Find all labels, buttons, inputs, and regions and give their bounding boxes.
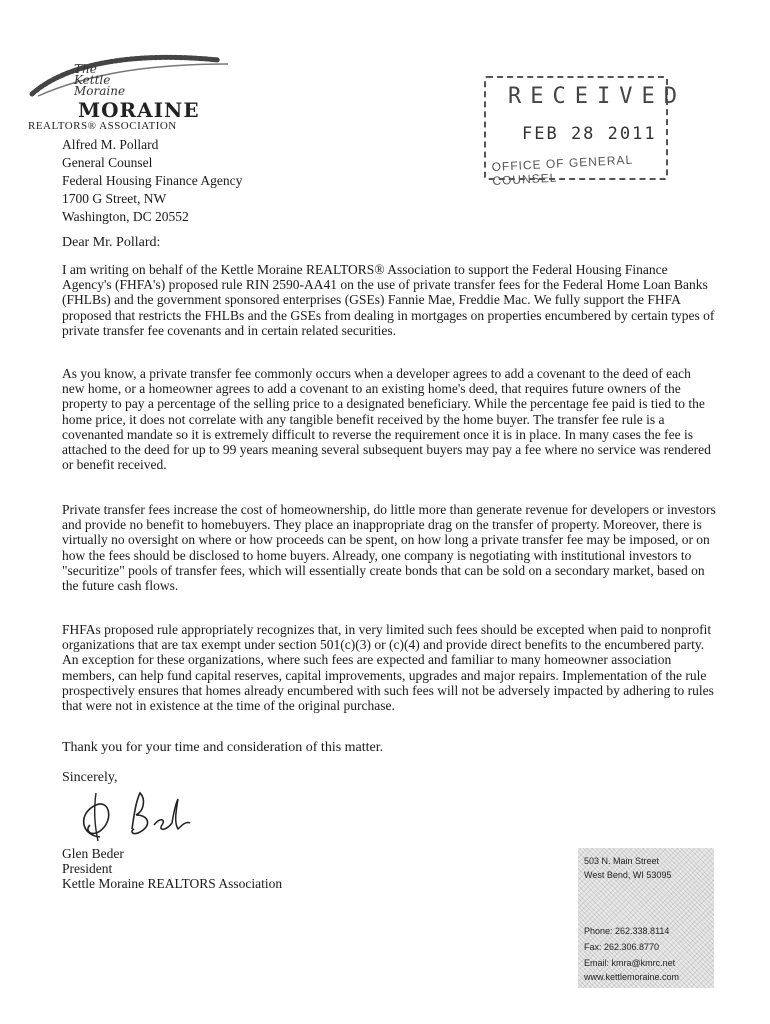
contact-website: www.kettlemoraine.com <box>584 972 680 982</box>
logo-big-text: MORAINE <box>78 98 200 122</box>
stamp-office: OFFICE OF GENERAL COUNSEL <box>491 152 634 188</box>
signer-name: Glen Beder <box>62 846 124 861</box>
body-paragraph-4: FHFAs proposed rule appropriately recognizes that, in very limited such fees should be excepted when paid to nonprofit organizations that are tax exempt under section 501(c)(3) or (c)(4) and provide direct benefits to the encumbered party. An exception for these organizations, where such fees are expected and familiar to many homeowner association members, can help fund capital reserves, capital improvements, upgrades and major repairs. Implementation of the rule prospectively ensures that homes already encumbered with such fees will not be adversely impacted by adhering to rules that were not in existence at the time of the original purchase. <box>62 622 714 714</box>
contact-email: Email: kmra@kmrc.net <box>584 958 676 968</box>
contact-phone: Phone: 262.338.8114 <box>584 926 670 936</box>
received-stamp <box>478 72 686 190</box>
signer-block <box>62 846 282 891</box>
address-line: Alfred M. Pollard <box>62 137 159 152</box>
stamp-title: RECEIVED <box>508 84 686 109</box>
association-logo <box>28 54 258 134</box>
address-line: Federal Housing Finance Agency <box>62 173 243 188</box>
contact-info-block <box>578 848 714 988</box>
salutation: Dear Mr. Pollard: <box>62 235 161 250</box>
body-paragraph-1: I am writing on behalf of the Kettle Moraine REALTORS® Association to support the Federal Housing Finance Agency's (FHFA's) proposed rule RIN 2590-AA41 on the use of private transfer fees for the Federal Home Loan Banks (FHLBs) and the government sponsored enterprises (GSEs) Fannie Mae, Freddie Mac. We fully support the FHFA proposed that restricts the FHLBs and the GSEs from dealing in mortgages on properties encumbered by certain types of private transfer fee covenants and in certain related securities. <box>62 262 715 338</box>
logo-association-text: REALTORS® ASSOCIATION <box>28 120 177 132</box>
handwritten-signature <box>70 785 210 845</box>
contact-city: West Bend, WI 53095 <box>584 870 672 880</box>
logo-swoosh-graphic <box>28 54 258 99</box>
contact-fax: Fax: 262.306.8770 <box>584 942 660 952</box>
logo-wordmark: The Kettle Moraine <box>74 62 126 98</box>
contact-street: 503 N. Main Street <box>584 856 660 866</box>
recipient-address <box>62 136 242 226</box>
address-line: General Counsel <box>62 155 153 170</box>
address-line: 1700 G Street, NW <box>62 191 167 206</box>
signer-organization: Kettle Moraine REALTORS Association <box>62 876 283 891</box>
address-line: Washington, DC 20552 <box>62 209 189 224</box>
body-paragraph-2: As you know, a private transfer fee commonly occurs when a developer agrees to add a covenant to the deed of each new home, or a homeowner agrees to add a covenant to an existing home's deed, that requires future owners of the property to pay a percentage of the selling price to a designated beneficiary. While the percentage fee paid is tied to the home price, it does not correlate with any tangible benefit received by the home buyer. The transfer fee rule is a covenanted mandate so it is extremely difficult to reverse the requirement once it is in place. In many cases the fee is attached to the deed for up to 99 years meaning several subsequent buyers may pay a fee where no service was rendered or benefit received. <box>62 366 711 473</box>
signer-title: President <box>62 861 113 876</box>
sign-off: Sincerely, <box>62 770 118 785</box>
closing-line: Thank you for your time and consideration of this matter. <box>62 740 384 755</box>
body-paragraph-3: Private transfer fees increase the cost of homeownership, do little more than generate revenue for developers or investors and provide no benefit to homebuyers. They place an inappropriate drag on the transfer of property. Moreover, there is virtually no oversight on where or how proceeds can be spent, on how long a private transfer fee may be imposed, or on how the fees should be disclosed to home buyers. Already, one company is negotiating with institutional investors to "securitize" pools of transfer fees, which will essentially create bonds that can be sold on a secondary market, based on the future cash flows. <box>62 502 716 594</box>
stamp-date: FEB 28 2011 <box>522 124 657 144</box>
